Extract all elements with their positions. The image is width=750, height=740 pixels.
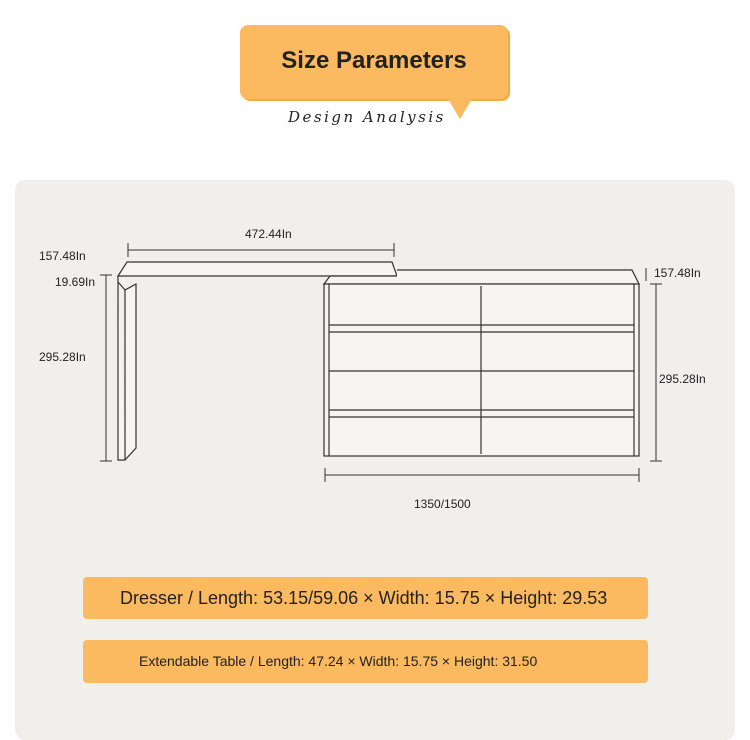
label-table-height: 295.28In bbox=[39, 350, 86, 364]
table-leg bbox=[118, 276, 136, 460]
dresser-spec-bar bbox=[83, 577, 648, 619]
label-dresser-height: 295.28In bbox=[659, 372, 706, 386]
page-subtitle: Design Analysis bbox=[288, 108, 446, 126]
table-leg-inner bbox=[118, 282, 125, 290]
label-dresser-depth: 157.48In bbox=[654, 266, 701, 280]
table-spec-bar bbox=[83, 640, 648, 683]
table-top bbox=[118, 262, 397, 276]
dresser-spec-text: Dresser / Length: 53.15/59.06 × Width: 15.75 × Height: 29.53 bbox=[120, 588, 608, 608]
label-dresser-length: 1350/1500 bbox=[414, 497, 471, 511]
table-spec-text: Extendable Table / Length: 47.24 × Width: 15.75 × Height: 31.50 bbox=[139, 653, 538, 669]
label-table-depth: 157.48In bbox=[39, 249, 86, 263]
label-table-width: 472.44In bbox=[245, 227, 292, 241]
page-title: Size Parameters bbox=[281, 47, 467, 74]
label-table-top-thickness: 19.69In bbox=[55, 275, 96, 289]
